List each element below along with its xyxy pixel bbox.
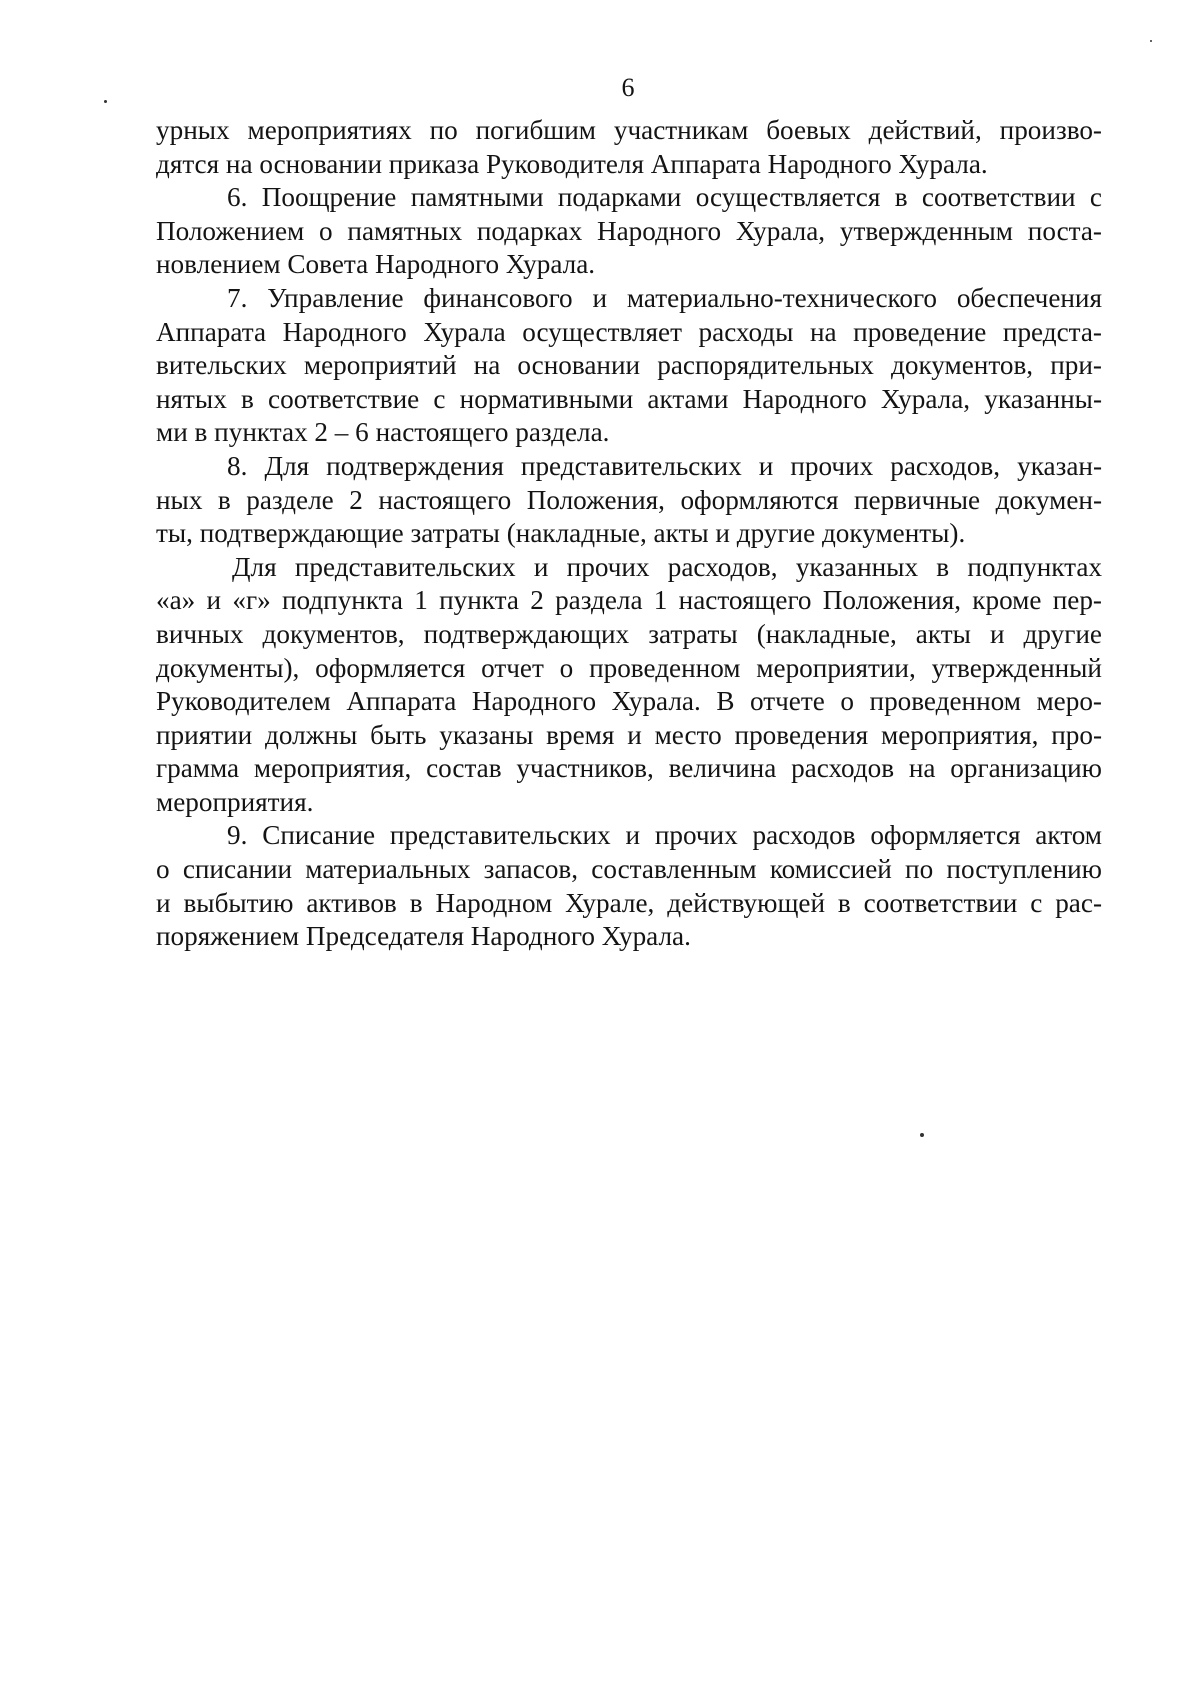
document-body: [156, 114, 1102, 954]
text-line: новлением Совета Народного Хурала.: [156, 249, 596, 280]
paragraph: [156, 114, 1102, 181]
text-line: вичных документов, подтверждающих затраты (накладные, акты и другие: [156, 618, 1102, 649]
text-line: Руководителем Аппарата Народного Хурала. В отчете о проведенном меро-: [156, 686, 1102, 717]
text-line: ных в разделе 2 настоящего Положения, оформляются первичные докумен-: [156, 484, 1102, 515]
text-line: поряжением Председателя Народного Хурала.: [156, 921, 691, 952]
scan-speck: [920, 1133, 924, 1137]
text-line: дятся на основании приказа Руководителя Аппарата Народного Хурала.: [156, 148, 988, 179]
text-line: о списании материальных запасов, составленным комиссией по поступлению: [156, 854, 1102, 885]
paragraph: [156, 551, 1102, 820]
text-line: грамма мероприятия, состав участников, величина расходов на организацию: [156, 753, 1102, 784]
text-line: приятии должны быть указаны время и место проведения мероприятия, про-: [156, 719, 1102, 750]
paragraph: [156, 819, 1102, 953]
paragraph: [156, 282, 1102, 450]
text-line: мероприятия.: [156, 786, 314, 817]
text-line: Аппарата Народного Хурала осуществляет расходы на проведение предста-: [156, 316, 1102, 347]
text-line: 9. Списание представительских и прочих расходов оформляется актом: [227, 820, 1102, 851]
scan-speck: [1150, 40, 1152, 42]
paragraph: [156, 181, 1102, 282]
text-line: Положением о памятных подарках Народного Хурала, утвержденным поста-: [156, 215, 1102, 246]
text-line: нятых в соответствие с нормативными актами Народного Хурала, указанны-: [156, 383, 1102, 414]
text-line: 8. Для подтверждения представительских и прочих расходов, указан-: [227, 450, 1102, 481]
text-line: вительских мероприятий на основании распорядительных документов, при-: [156, 350, 1102, 381]
text-line: ми в пунктах 2 – 6 настоящего раздела.: [156, 417, 610, 448]
text-line: и выбытию активов в Народном Хурале, действующей в соответствии с рас-: [156, 887, 1102, 918]
text-line: документы), оформляется отчет о проведенном мероприятии, утвержденный: [156, 652, 1102, 683]
text-line: урных мероприятиях по погибшим участникам боевых действий, произво-: [156, 115, 1102, 145]
text-line: 6. Поощрение памятными подарками осуществляется в соответствии с: [227, 182, 1102, 213]
page-number: 6: [621, 73, 635, 102]
text-line: 7. Управление финансового и материально-технического обеспечения: [227, 282, 1102, 313]
paragraph: [156, 450, 1102, 551]
text-line: Для представительских и прочих расходов, указанных в подпунктах: [232, 551, 1102, 582]
text-line: «а» и «г» подпункта 1 пункта 2 раздела 1 настоящего Положения, кроме пер-: [156, 585, 1102, 616]
text-line: ты, подтверждающие затраты (накладные, акты и другие документы).: [156, 518, 966, 549]
